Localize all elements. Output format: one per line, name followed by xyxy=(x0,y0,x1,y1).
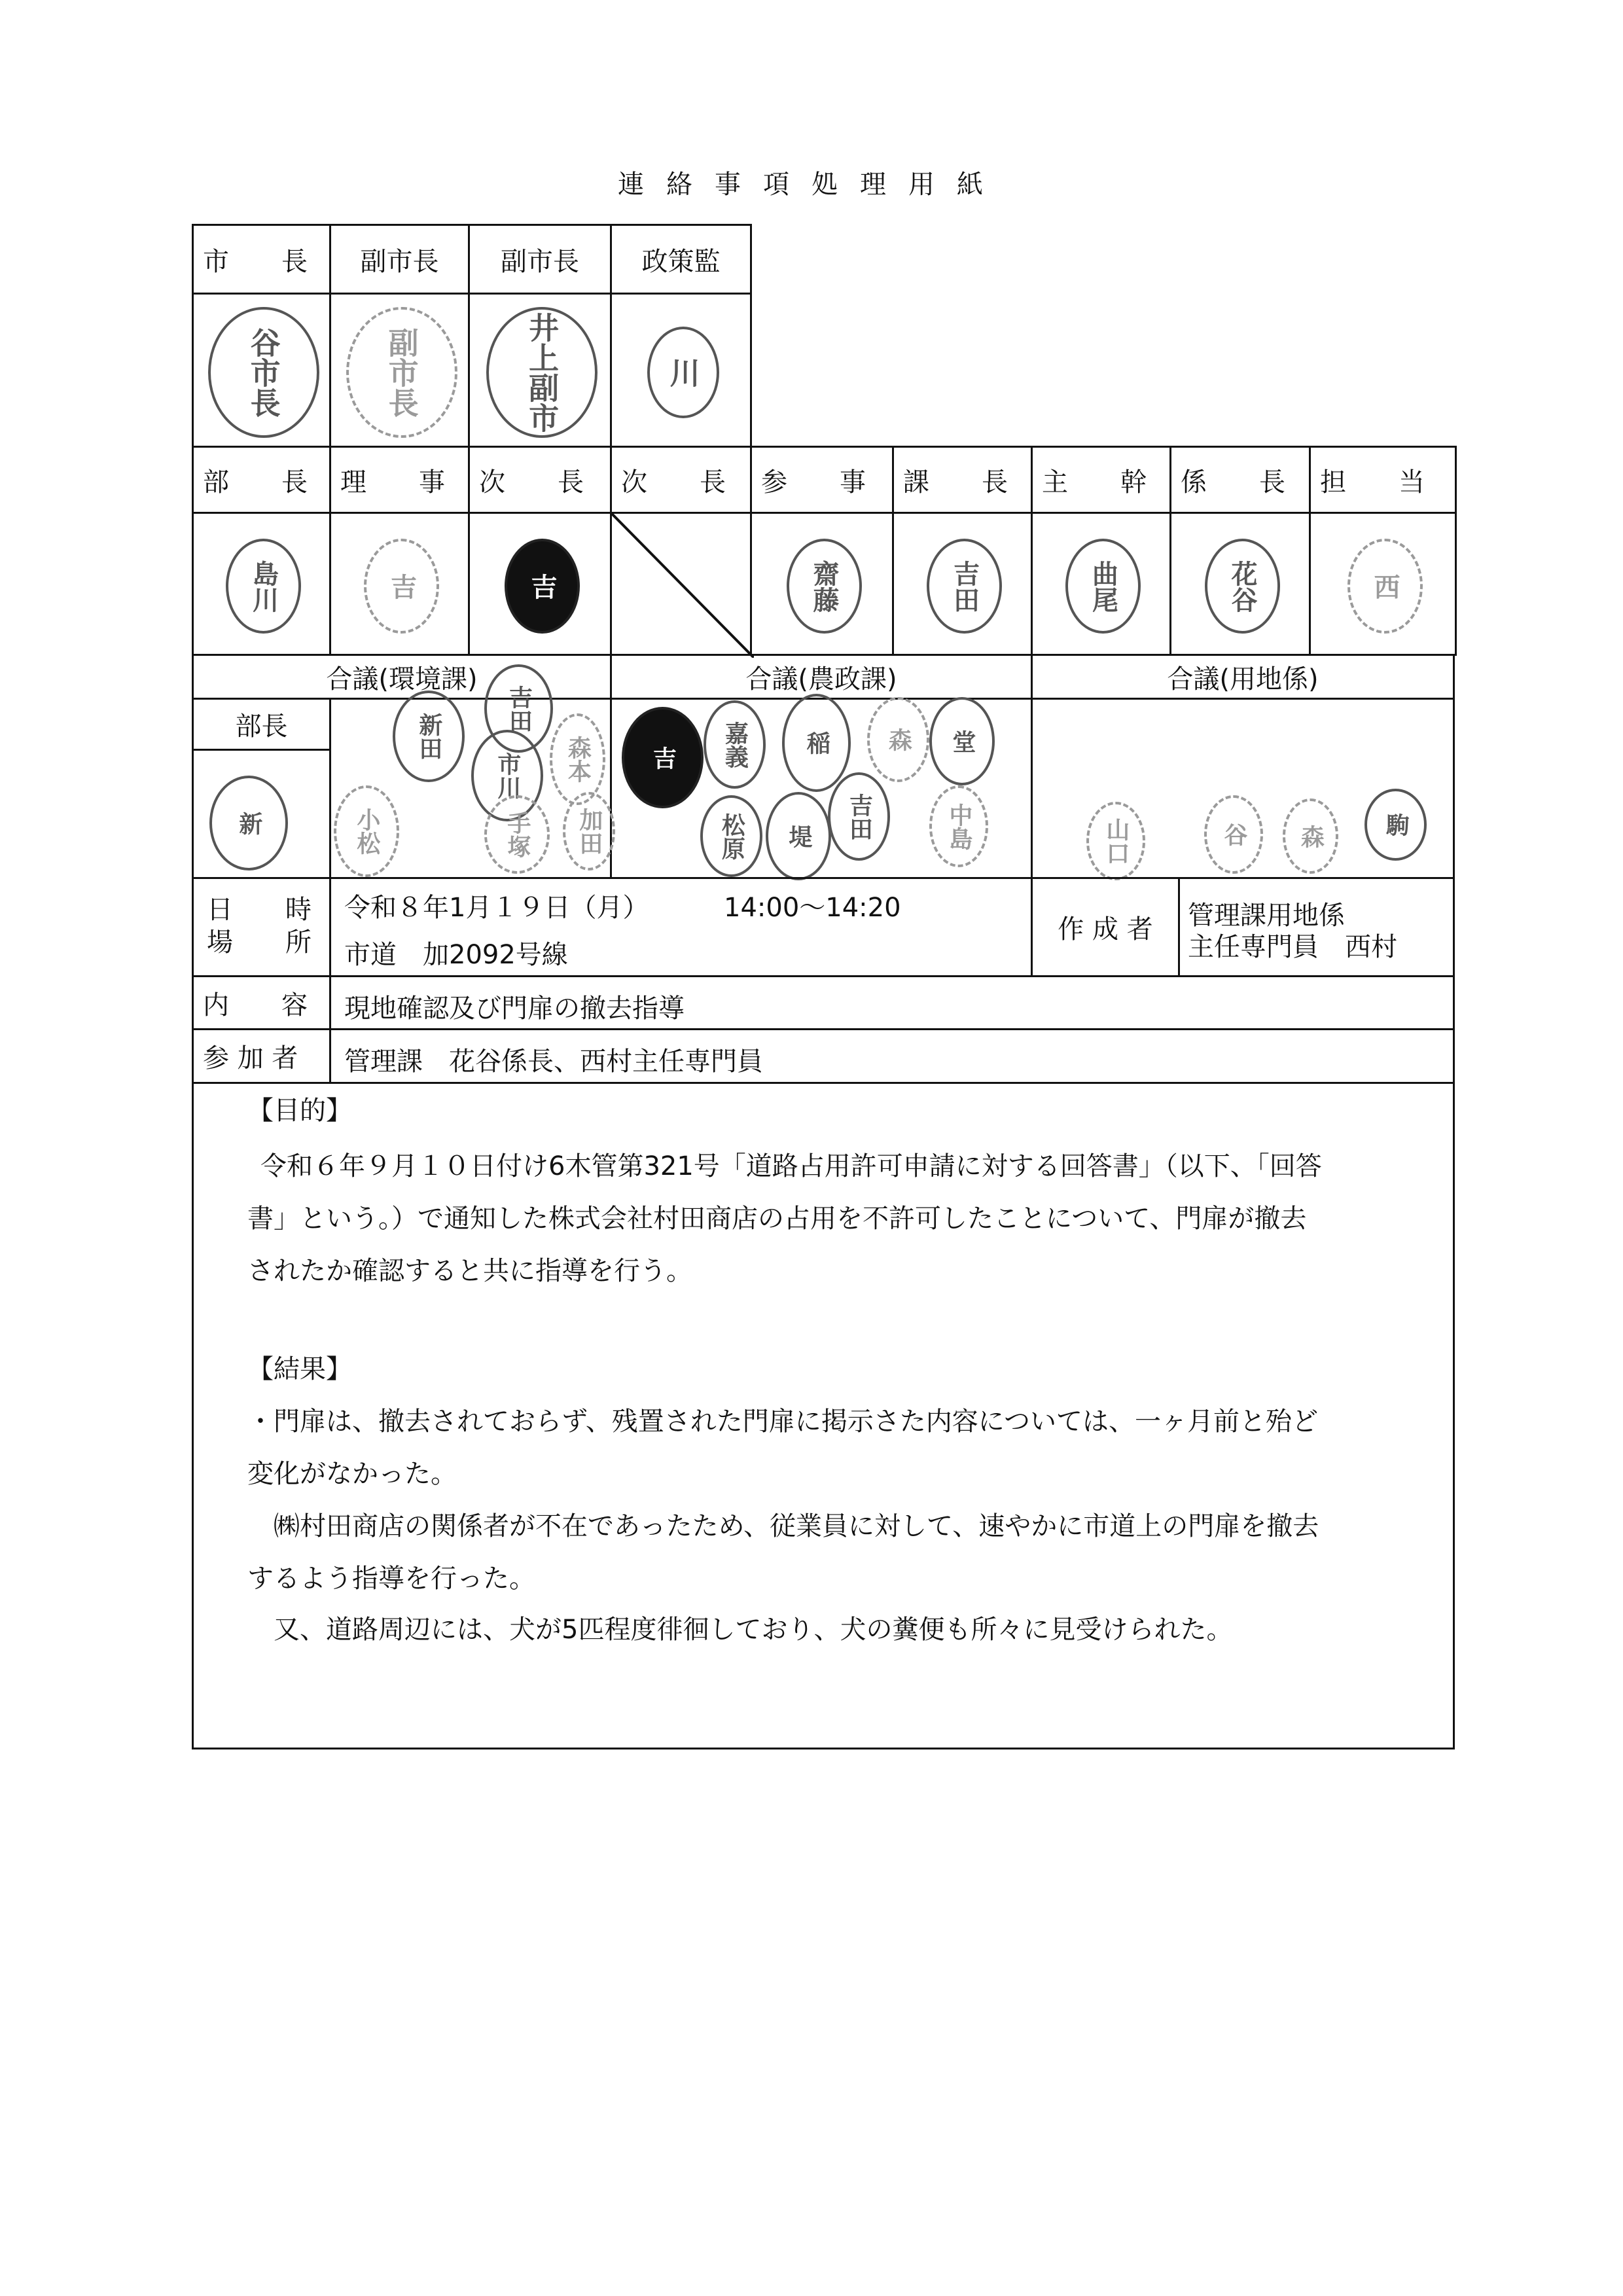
seal-stamp-icon: 堂 xyxy=(929,697,995,785)
approval-top-header: 市 長 xyxy=(192,224,331,295)
seal-stamp-icon: 森本 xyxy=(550,713,605,805)
participants-value: 管理課 花谷係長、西村主任専門員 xyxy=(344,1047,763,1077)
approval-dept-header: 係 長 xyxy=(1169,446,1311,514)
seal-stamp-icon: 森 xyxy=(1283,798,1338,874)
datetime-label: 日 時 xyxy=(207,894,312,925)
consult-header-env: 合議(環境課) xyxy=(192,654,612,700)
seal-stamp-icon: 吉田 xyxy=(828,772,890,861)
seal-stamp-icon: 稲 xyxy=(782,694,851,792)
content-value-cell xyxy=(329,975,1455,1030)
approval-top-stamp-cell xyxy=(192,293,331,448)
seal-stamp-icon: 吉 xyxy=(622,707,704,808)
approval-dept-stamp-cell xyxy=(892,512,1033,656)
author-dept: 管理課用地係 xyxy=(1188,901,1345,931)
approval-top-header: 副市長 xyxy=(329,224,470,295)
approval-dept-stamp-cell xyxy=(468,512,612,656)
approval-dept-header: 課 長 xyxy=(892,446,1033,514)
approval-dept-header: 参 事 xyxy=(750,446,894,514)
seal-stamp-icon: 手塚 xyxy=(484,795,550,874)
author-value-cell xyxy=(1178,877,1455,977)
seal-stamp-icon: 吉 xyxy=(364,539,439,634)
seal-stamp-icon: 曲尾 xyxy=(1065,539,1141,634)
seal-stamp-icon: 吉田 xyxy=(927,539,1002,634)
result-line-1: ・門扉は、撤去されておらず、残置された門扉に掲示さた内容については、一ヶ月前と殆ど xyxy=(247,1407,1318,1437)
result-heading: 【結果】 xyxy=(247,1354,352,1384)
approval-dept-stamp-cell xyxy=(192,512,331,656)
seal-stamp-icon: 新田 xyxy=(393,691,465,782)
seal-stamp-icon: 齋藤 xyxy=(787,539,862,634)
approval-top-stamp-cell xyxy=(468,293,612,448)
purpose-line-1: 令和６年９月１０日付け6木管第321号「道路占用許可申請に対する回答書」（以下、「回答 xyxy=(260,1151,1322,1181)
strike-diagonal-icon xyxy=(612,514,754,658)
datetime-value-cell xyxy=(329,877,1033,977)
purpose-heading: 【目的】 xyxy=(247,1096,352,1126)
seal-stamp-icon: 市川 xyxy=(471,730,543,821)
approval-dept-stamp-cell xyxy=(750,512,894,656)
seal-stamp-icon: 谷 xyxy=(1204,795,1263,874)
seal-stamp-icon: 加田 xyxy=(563,792,615,870)
seal-stamp-icon: 小松 xyxy=(334,785,399,877)
seal-stamp-icon: 松原 xyxy=(700,795,762,877)
seal-stamp-icon: 島川 xyxy=(226,539,301,634)
participants-label: 参 加 者 xyxy=(192,1028,331,1084)
approval-dept-header: 理 事 xyxy=(329,446,470,514)
seal-stamp-icon: 西 xyxy=(1347,539,1423,634)
seal-stamp-icon: 新 xyxy=(209,776,288,870)
consult-dept-head-label: 部長 xyxy=(192,698,331,751)
approval-top-header: 政策監 xyxy=(610,224,752,295)
approval-dept-header: 次 長 xyxy=(610,446,752,514)
result-line-2: 変化がなかった。 xyxy=(247,1459,457,1489)
consult-header-land: 合議(用地係) xyxy=(1031,654,1455,700)
seal-stamp-icon: 副市長 xyxy=(346,307,457,438)
approval-dept-header: 部 長 xyxy=(192,446,331,514)
author-name: 主任専門員 西村 xyxy=(1188,932,1397,962)
approval-top-stamp-cell xyxy=(329,293,470,448)
seal-stamp-icon: 駒 xyxy=(1364,789,1427,861)
seal-stamp-icon: 井上副市 xyxy=(486,307,597,438)
seal-stamp-icon: 森 xyxy=(867,697,929,782)
approval-dept-stamp-cell xyxy=(1309,512,1457,656)
approval-dept-stamp-cell xyxy=(329,512,470,656)
result-line-5: 又、道路周辺には、犬が5匹程度徘徊しており、犬の糞便も所々に見受けられた。 xyxy=(274,1615,1233,1645)
seal-stamp-icon: 嘉義 xyxy=(704,700,766,789)
seal-stamp-icon: 花谷 xyxy=(1205,539,1280,634)
time-value: 14:00～14:20 xyxy=(724,893,901,923)
approval-top-stamp-cell xyxy=(610,293,752,448)
participants-value-cell xyxy=(329,1028,1455,1084)
place-label: 場 所 xyxy=(207,927,312,958)
approval-top-header: 副市長 xyxy=(468,224,612,295)
seal-stamp-icon: 谷市長 xyxy=(208,307,319,438)
purpose-line-2: 書」という。）で通知した株式会社村田商店の占用を不許可したことについて、門扉が撤去 xyxy=(247,1204,1307,1234)
approval-dept-header: 主 幹 xyxy=(1031,446,1171,514)
seal-stamp-icon: 中島 xyxy=(929,785,988,867)
datetime-label-cell xyxy=(192,877,331,977)
place-value: 市道 加2092号線 xyxy=(344,940,568,970)
approval-dept-header: 次 長 xyxy=(468,446,612,514)
seal-stamp-icon: 吉田 xyxy=(484,664,553,753)
author-label: 作 成 者 xyxy=(1031,877,1180,977)
date-value: 令和８年1月１９日（月） xyxy=(344,893,649,923)
seal-stamp-icon: 吉 xyxy=(505,539,580,634)
approval-dept-stamp-cell xyxy=(1169,512,1311,656)
result-line-4: するよう指導を行った。 xyxy=(247,1564,535,1594)
seal-stamp-icon: 山口 xyxy=(1086,802,1145,880)
approval-dept-stamp-cell xyxy=(1031,512,1171,656)
approval-dept-stamp-cell xyxy=(610,512,752,656)
seal-stamp-icon: 川 xyxy=(647,327,719,418)
consult-header-agri: 合議(農政課) xyxy=(610,654,1033,700)
approval-dept-header: 担 当 xyxy=(1309,446,1457,514)
document-title: 連絡事項処理用紙 xyxy=(618,170,1005,200)
seal-stamp-icon: 堤 xyxy=(766,792,831,880)
content-label: 内 容 xyxy=(192,975,331,1030)
content-value: 現地確認及び門扉の撤去指導 xyxy=(344,994,685,1024)
purpose-line-3: されたか確認すると共に指導を行う。 xyxy=(247,1256,692,1286)
result-line-3: ㈱村田商店の関係者が不在であったため、従業員に対して、速やかに市道上の門扉を撤去 xyxy=(274,1511,1319,1541)
